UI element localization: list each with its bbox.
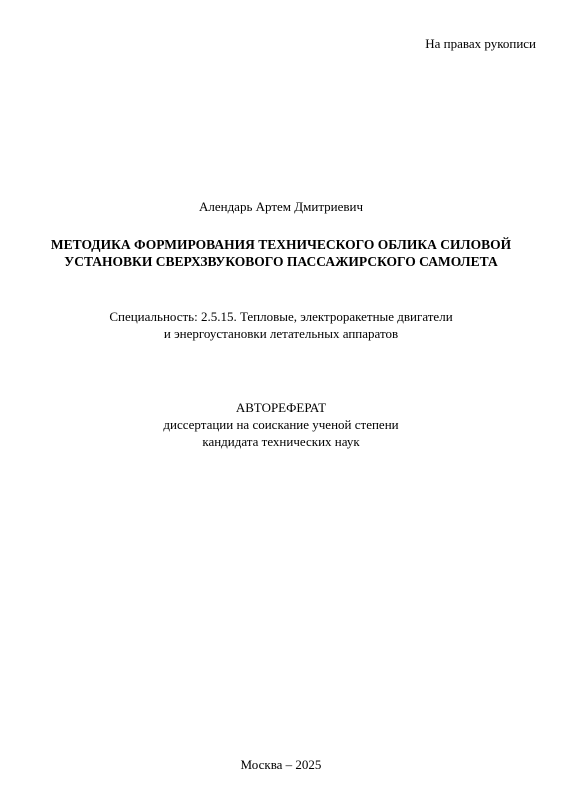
manuscript-rights-note: На правах рукописи <box>425 36 536 51</box>
specialty-line-2: и энергоустановки летательных аппаратов <box>163 326 399 341</box>
document-type-line-2: кандидата технических наук <box>202 434 360 449</box>
title-line-1: МЕТОДИКА ФОРМИРОВАНИЯ ТЕХНИЧЕСКОГО ОБЛИКА СИЛОВОЙ <box>50 237 512 252</box>
title-line-2: УСТАНОВКИ СВЕРХЗВУКОВОГО ПАССАЖИРСКОГО САМОЛЕТА <box>64 254 498 269</box>
document-type-line-1: диссертации на соискание ученой степени <box>163 417 399 432</box>
specialty-line-1: Специальность: 2.5.15. Тепловые, электроракетные двигатели <box>109 309 453 324</box>
document-type-heading: АВТОРЕФЕРАТ <box>235 400 327 415</box>
author-name: Алендарь Артем Дмитриевич <box>198 199 364 214</box>
place-and-year: Москва – 2025 <box>240 757 322 772</box>
